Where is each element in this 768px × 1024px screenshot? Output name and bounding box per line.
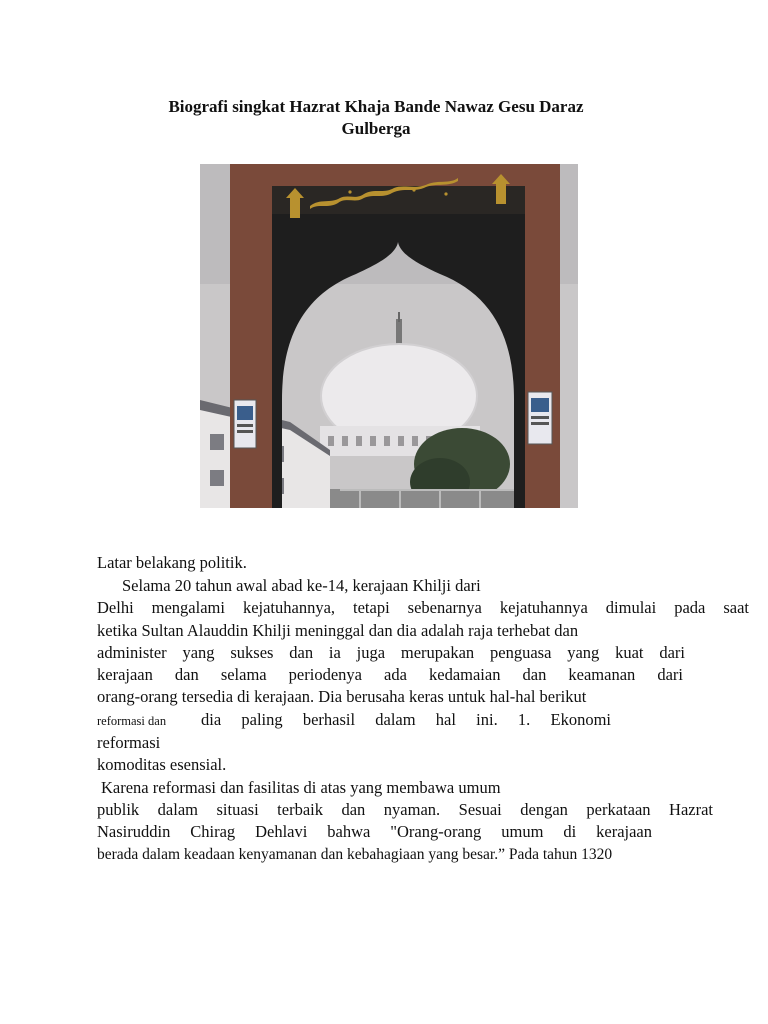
paragraph-line: Selama 20 tahun awal abad ke-14, kerajaan Khilji dari: [122, 576, 481, 595]
paragraph-line: administer yang sukses dan ia juga merupakan penguasa yang kuat dari: [97, 643, 685, 662]
paragraph-line: publik dalam situasi terbaik dan nyaman. Sesuai dengan perkataan Hazrat: [97, 800, 713, 819]
paragraph-line: Karena reformasi dan fasilitas di atas yang membawa umum: [101, 778, 501, 797]
paragraph-line: kerajaan dan selama periodenya ada kedamaian dan keamanan dari: [97, 665, 683, 684]
title-line-2: Gulberga: [341, 119, 411, 138]
paragraph-line: Latar belakang politik.: [97, 553, 247, 572]
dargah-gate-photo: [200, 164, 578, 508]
paragraph-line: berada dalam keadaan kenyamanan dan kebahagiaan yang besar.” Pada tahun 1320: [97, 846, 613, 863]
paragraph-line: ketika Sultan Alauddin Khilji meninggal dan dia adalah raja terhebat dan: [97, 621, 579, 640]
title-line-1: Biografi singkat Hazrat Khaja Bande Nawaz Gesu Daraz: [168, 97, 584, 116]
paragraph-line: reformasi: [97, 733, 161, 752]
document-title: [100, 96, 652, 140]
paragraph-line: Nasiruddin Chirag Dehlavi bahwa "Orang-orang umum di kerajaan: [97, 822, 652, 841]
paragraph-line: Delhi mengalami kejatuhannya, tetapi sebenarnya kejatuhannya dimulai pada saat: [97, 598, 749, 617]
paragraph-line-small: reformasi dan: [97, 714, 167, 728]
paragraph-line: orang-orang tersedia di kerajaan. Dia berusaha keras untuk hal-hal berikut: [97, 687, 587, 706]
paragraph-line: dia paling berhasil dalam hal ini. 1. Ekonomi: [201, 710, 611, 729]
paragraph-line: komoditas esensial.: [97, 755, 227, 774]
